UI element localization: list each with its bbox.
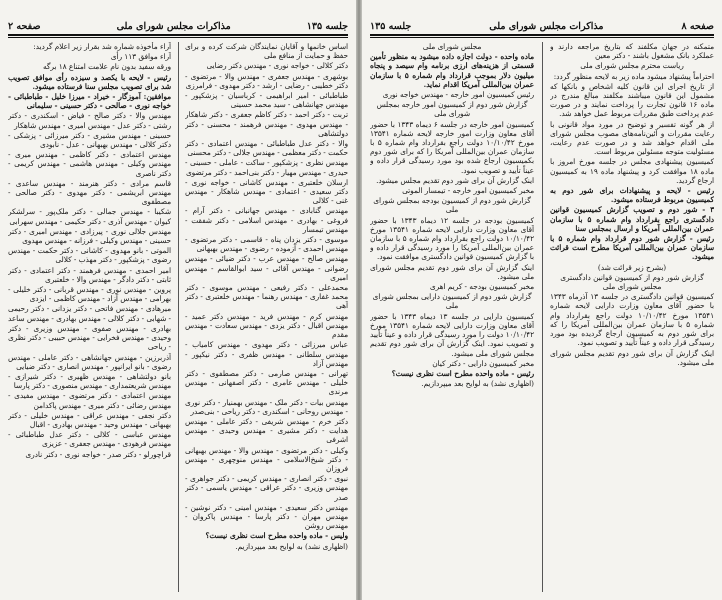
paragraph: رئیس - ماده واحده مطرح است نظری نیست؟: [391, 368, 534, 378]
left-column-divider: [178, 42, 179, 592]
paragraph: بانو دولتشاهی - مهندس ظهیری - دکتر شیرازی - مهندس شریعتمداری - مهندس منصوری - دکتر پارسا: [8, 371, 171, 391]
right-page-header: [370, 12, 714, 32]
paragraph: از تاریخ اجرای این قانون کلیه اشخاص و بانکها که مشمول این قانون میباشند مکلفند مبالغ مندرج در ماده ۱۶ قانون تجارت را پرداخت نمایند و در صورت عدم پرداخت طبق مقررات مربوط عمل خواهد شد.: [550, 81, 714, 119]
left-page-title: مذاکرات مجلس شورای ملی: [116, 21, 231, 32]
paragraph: کمیسیون بودجه در جلسه ۱۲ دیماه ۱۳۴۳ با حضور آقای معاون وزارت دارایی لایحه شماره ۱۳۵۴۱ مورخ ۱۰/۱۰/۴۲ دولت راجع بقرارداد وام شماره ۵ با سازمان عمران بین‌المللی آمریکا را مورد رسیدگی قرار داده و با گزارش کمیسیون قوانین دادگستری موافقت نمود.: [370, 215, 534, 262]
left-page: [0, 0, 356, 600]
paragraph: کمیسیون امور خارجه در جلسه ۶ دیماه ۱۳۴۳ با حضور آقای معاون وزارت امور خارجه لایحه شماره ۱۳۵۴۱ مورخ ۱۰/۱۰/۴۲ دولت راجع بقرارداد وام شماره ۵ با سازمان عمران بین‌المللی آمریکا را که برای شور دوم بکمیسیون ارجاع شده بود مورد رسیدگی قرار داده و عیناً تأیید و تصویب نمود.: [370, 119, 534, 175]
paragraph: میرهادی - مهندس فاتحی - دکتر یزدانی - دکتر رحیمی - شهابی - دکتر کلالی - مهندس بهادری - مهندس ساعد: [8, 304, 171, 323]
paragraph: متمکنه در جهان مکلفند که بتاریخ مراجعه دارند و عملکرد بانک مشغول باشند - دکتر معین: [550, 42, 714, 61]
left-header-rule-thin: [8, 37, 348, 38]
paragraph: مهندس عباسی - کلالی - دکتر عدل طباطبائی - مهندس فرهودی - مهندس جعفری - عزیزی: [8, 430, 171, 449]
paragraph: الموتی - بانو مهدوی - کاشانی - دکتر حکمت - مهندس رضوی - پزشکپور - دکتر مهذب - کلالی: [8, 246, 171, 265]
paragraph: دکتر کلالی - خواجه نوری - مهندس دکتر رضایی: [206, 61, 348, 71]
paragraph: (اظهاری نشد) به لوایح بعد میپردازیم.: [421, 379, 534, 389]
paragraph: مهندس صالح - مهندس عرب - دکتر ضیائی - مهندس رضوانی - مهندس آقائی - سید ابوالقاسم - مهندس امیری: [185, 254, 348, 282]
paragraph: محمدعلی - دکتر رفیعی - مهندس موسوی - دکتر محمد غفاری - مهندس رهنما - مهندس خلعتبری - دکتر آهی: [185, 283, 348, 311]
paragraph: کمیسیون پیشنهادی مجلس در جلسه مورخ امروز با ماده ۱۸ موافقت کرد و پیشنهاد ماده ۱۹ به کمیسیون ارجاع گردید.: [550, 157, 714, 185]
right-page-column-left: [370, 42, 534, 594]
paragraph: موسوی - دکتر یزدان پناه - قاسمی - دکتر مرتضوی - مهندس احمدی - آزموده - رضوی - مهندس بهبهانی: [185, 235, 348, 254]
paragraph: عباس میرزائی - دکتر مهدوی - مهندس کامیاب - مهندس سلطانی - مهندس ظفری - دکتر نیکپور - مهندس آزاد: [185, 340, 348, 368]
paragraph: طباطبائی - امیر ابراهیمی - کرباسیان - پزشکپور - مهندس جهانشاهی - سید محمد حسینی: [185, 91, 348, 110]
paragraph: دکتر نجفی - مهندس عراقی - مهندس خلیلی - دکتر بهبهانی - مهندس وحید - مهندس بهادری - اقبال: [8, 410, 171, 429]
paragraph: بهادری - مهندس صفوی - مهندس وزیری - دکتر وحیدی - مهندس فخرایی - مهندس حبیبی - دکتر نظری - ریاحی: [8, 323, 171, 352]
paragraph: ۳ - شور دوم و تصویب گزارش کمیسیون قوانین دادگستری راجع بقرارداد وام شماره ۵ با سازمان عمران بین‌المللی آمریکا و ارسال بمجلس سنا: [550, 205, 714, 233]
paragraph: حسینی - مهندس مشیری - دکتر میرزائی - پزشکی - دکتر کلالی - مهندس بهبهانی - عدل - نابودی: [8, 130, 171, 150]
left-page-column-left: [8, 42, 171, 594]
paragraph: اینک گزارش آن برای شور دوم تقدیم مجلس شورای ملی میشود.: [550, 348, 714, 367]
right-page-title: مذاکرات مجلس شورای ملی: [489, 21, 604, 32]
paragraph: قاسم مرادی - دکتر هنرمند - مهندس ساعدی - مهندس ابریشمی - دکتر مهدوی - دکتر صالحی - مصطفوی: [8, 178, 171, 207]
paragraph: دکتر خرم - مهندس شریفی - دکتر عاملی - مهندس هدایت - دکتر مشیری - مهندس وحیدی - مهندس اشرفی: [185, 416, 348, 445]
paragraph: کمیسیون دارایی در جلسه ۱۳ دیماه ۱۳۴۳ با حضور آقای معاون وزارت دارایی لایحه شماره ۱۳۵۴۱ مورخ ۱۰/۱۰/۴۲ دولت را مورد رسیدگی قرار داده و عیناً تأیید و تصویب نمود. اینک گزارش آن برای شور دوم تقدیم مجلس شورای ملی میشود.: [370, 311, 534, 358]
paragraph: مهندس جلالی نوری - پیرزادی - مهندس امیری - دکتر حسینی - مهندس وکیلی - فرزانه - مهندس مهدوی: [8, 226, 171, 246]
paragraph: ارسلان خلعتبری - مهندس کاشانی - خواجه نوری - دکتر سعیدی - اعتمادی - مهندس شاهکار - مهندس غنی - کلالی: [185, 177, 348, 206]
paragraph: رئیس - لایحه با یکصد و سیزده رأی موافق تصویب شد برای تصویب مجلس سنا فرستاده میشود.: [8, 72, 171, 91]
paragraph: مخبر کمیسیون امور خارجه - تیمسار الموتی: [402, 186, 534, 196]
left-page-number: صفحه ۲: [8, 21, 41, 32]
paragraph: (بشرح زیر قرائت شد): [597, 262, 667, 272]
left-session-number: جلسه ۱۳۵: [306, 21, 348, 32]
paragraph: وکیلی - دکتر مرتضوی - مهندس والا - مهندس بهبهانی - دکتر شیخ‌الاسلامی - مهندس منوچهری - مهندس فروزان: [185, 445, 348, 473]
paragraph: مهندس بیات - دکتر ملک - مهندس بهمنیار - دکتر نوری - مهندس روحانی - اسکندری - دکتر ریاحی - بنی‌صدر: [185, 397, 348, 416]
paragraph: والا - دکتر عدل طباطبائی - مهندس اعتمادی - دکتر حکمت - دکتر معظمی - مهندس جلالی - دکتر محسنی: [185, 139, 348, 158]
paragraph: پروین - مهندس نوری - مهندس قربانی - دکتر خلیلی - بهرامی - مهندس آزاد - مهندس کاظمی - ایزدی: [8, 285, 171, 304]
left-page-header: [8, 12, 348, 32]
right-column-divider: [542, 42, 543, 592]
right-page: [362, 0, 722, 600]
right-session-number: جلسه ۱۳۵: [370, 21, 412, 32]
paragraph: قراچورلو - دکتر صدر - خواجه نوری - دکتر نادری: [25, 449, 171, 459]
paragraph: مهندس والا - دکتر صالح - فیاض - اسکندری - دکتر رشتی - دکتر عدل - مهندس امیری - مهندس شاهکار: [8, 111, 171, 130]
paragraph: شکیبا - مهندس جمالی - دکتر ملک‌پور - سرلشکر کیوان - مهندس آذری - دکتر حکیمی - مهندس سهرابی: [8, 207, 171, 226]
paragraph: ریاست محترم مجلس شورای ملی: [580, 61, 684, 71]
right-page-number: صفحه ۸: [681, 21, 714, 32]
paragraph: اساس خانمها و آقایان نمایندگان شرکت کرده و برای حفظ و حمایت از منافع ملی: [185, 42, 348, 61]
paragraph: بوشهری - مهندس جعفری - مهندس والا - مرتضوی - دکتر خطیبی - رضایی - ارشد - دکتر مهدوی - فرامرزی: [185, 71, 348, 90]
paragraph: مهندس نظری - پزشکپور - ساکت - عاملی - حسینی - حیدری - مهندس مهیار - دکتر بنی‌احمد - دکتر مرتضوی: [185, 158, 348, 177]
paragraph: مهندس اعتمادی - دکتر مرتضوی - مهندس مفیدی - مهندس رضائی - دکتر میری - مهندس پاکدامن: [8, 391, 171, 410]
paragraph: موافقین: آموزگار - خیراد - میرزا خلیل - طباطبائی - خواجه نوری - صالحی - دکتر حسینی - سلیمانی: [8, 92, 171, 111]
paragraph: گزارش شور دوم از کمیسیون قوانین دادگستری مجلس شورای ملی: [560, 272, 704, 292]
paragraph: تربت - دکتر احمد - دکتر کاظم جعفری - دکتر شاهکار - مهندس مهدوی - مهندس فرهمند - محسنی - دکتر دولتشاهی: [185, 110, 348, 138]
paragraph: مهندس گنابادی - مهندس جهانبانی - دکتر آرام - فروغی - بهادری - مهندس اسلامی - دکتر شفقت - مهندس تیمسار: [185, 206, 348, 234]
paragraph: مخبر کمیسیون بودجه - کریم اهری: [429, 282, 534, 292]
paragraph: از هر گونه تفسیر و توضیح در مورد مواد قانونی با رعایت مقررات و آئین‌نامه‌های مصوب مجلس شورای ملی اقدام خواهد شد و در صورت عدم رعایت، مسئولیت متوجه مسئولین مربوط است.: [550, 119, 714, 157]
paragraph: (اظهاری نشد) به لوایح بعد میپردازیم.: [235, 541, 348, 551]
paragraph: مجلس شورای ملی: [422, 42, 482, 51]
paragraph: تهرانی - مهندس صارمی - دکتر مصطفوی - دکتر خلیلی - مهندس عامری - دکتر اصفهانی - مهندس مرندی: [185, 368, 348, 397]
paragraph: ورقه سفید بدون نام علامت امتناع ۱۸ برگه: [42, 62, 171, 72]
paragraph: مخبر کمیسیون دارایی - دکتر کیان: [432, 358, 534, 368]
paragraph: امیر احمدی - مهندس فرهمند - دکتر اعتمادی - دکتر ثابتی - دکتر دادگر - مهندس والا - خلعتبری: [8, 265, 171, 284]
paragraph: آراء مأخوذه شماره شد بقرار زیر اعلام گردید:: [33, 42, 171, 51]
right-page-column-right: [550, 42, 714, 594]
left-page-column-right: [185, 42, 348, 594]
paragraph: گزارش شور دوم از کمیسیون دارایی بمجلس شورای ملی: [372, 292, 532, 311]
paragraph: کمیسیون قوانین دادگستری در جلسه ۱۳ آذرماه ۱۳۴۳ با حضور آقای معاون وزارت دارایی لایحه شماره ۱۳۵۴۱ مورخ ۱۰/۱۰/۴۲ دولت راجع بقرارداد وام شماره ۵ با سازمان عمران بین‌المللی آمریکا را که برای شور دوم به کمیسیون ارجاع گردیده بود مورد رسیدگی قرار داده و عیناً تأیید و تصویب نمود.: [550, 292, 714, 348]
paragraph: مهندس اعتمادی - دکتر کاظمی - مهندس میری - مهندس وکیلی - مهندس هاشمی - مهندس کریمی - دکتر ناصری: [8, 150, 171, 178]
right-header-rule: [370, 34, 714, 36]
paragraph: نبوی - دکتر انصاری - مهندس کریمی - دکتر جواهری - مهندس وزیری - دکتر عراقی - مهندس یاسمی - دکتر صدر: [185, 474, 348, 502]
paragraph: ولیس - ماده واحده مطرح است نظری نیست؟: [205, 531, 348, 541]
paragraph: ماده واحده - دولت اجازه داده میشود به منظور تأمین قسمتی از هزینه‌های ارزی برنامه وام سیصد و پنجاه میلیون دلار بموجب قرارداد وام شماره ۵ با سازمان عمران بین‌المللی آمریکا اقدام نماید.: [370, 52, 534, 89]
paragraph: رئیس کمیسیون امور خارجه - مهندس خواجه نوری: [382, 90, 534, 100]
paragraph: مهندس دکتر سعیدی - مهندس امینی - دکتر نوشین - مهندس مهران - دکتر پارسا - مهندس پاکروان - مهندس روشن: [185, 502, 348, 531]
paragraph: گزارش شور دوم از کمیسیون امور خارجه بمجلس شورای ملی: [376, 100, 528, 119]
paragraph: اینک گزارش آن برای شور دوم تقدیم مجلس شورای ملی میشود.: [370, 262, 534, 281]
paragraph: مهندس کرم - مهندس فرید - مهندس دکتر عمید - مهندس اقبال - دکتر یزدی - مهندس سعادت - مهندس مقدم: [185, 311, 348, 340]
paragraph: رئیس - گزارش شور دوم قرارداد وام شماره ۵ با سازمان عمران بین‌المللی آمریکا مطرح است قرائت میشود.: [550, 234, 714, 262]
paragraph: آراء موافق ۱۱۳ رأی: [110, 52, 171, 62]
right-header-rule-thin: [370, 37, 714, 38]
paragraph: رئیس - لایحه و پیشنهادات برای شور دوم به کمیسیون مربوط فرستاده میشود.: [550, 186, 714, 205]
paragraph: گزارش شور دوم از کمیسیون بودجه بمجلس شورای ملی: [373, 196, 531, 215]
paragraph: اینک گزارش آن برای شور دوم تقدیم مجلس میشود.: [376, 175, 534, 185]
paragraph: احتراماً پیشنهاد میشود ماده زیر به لایحه منظور گردد:: [553, 71, 714, 81]
paragraph: آذربرزین - مهندس جهانشاهی - دکتر عاملی - مهندس رضوی - بانو ایرانپور - مهندس انصاری - دکتر ضیایی: [8, 352, 171, 371]
left-header-rule: [8, 34, 348, 36]
